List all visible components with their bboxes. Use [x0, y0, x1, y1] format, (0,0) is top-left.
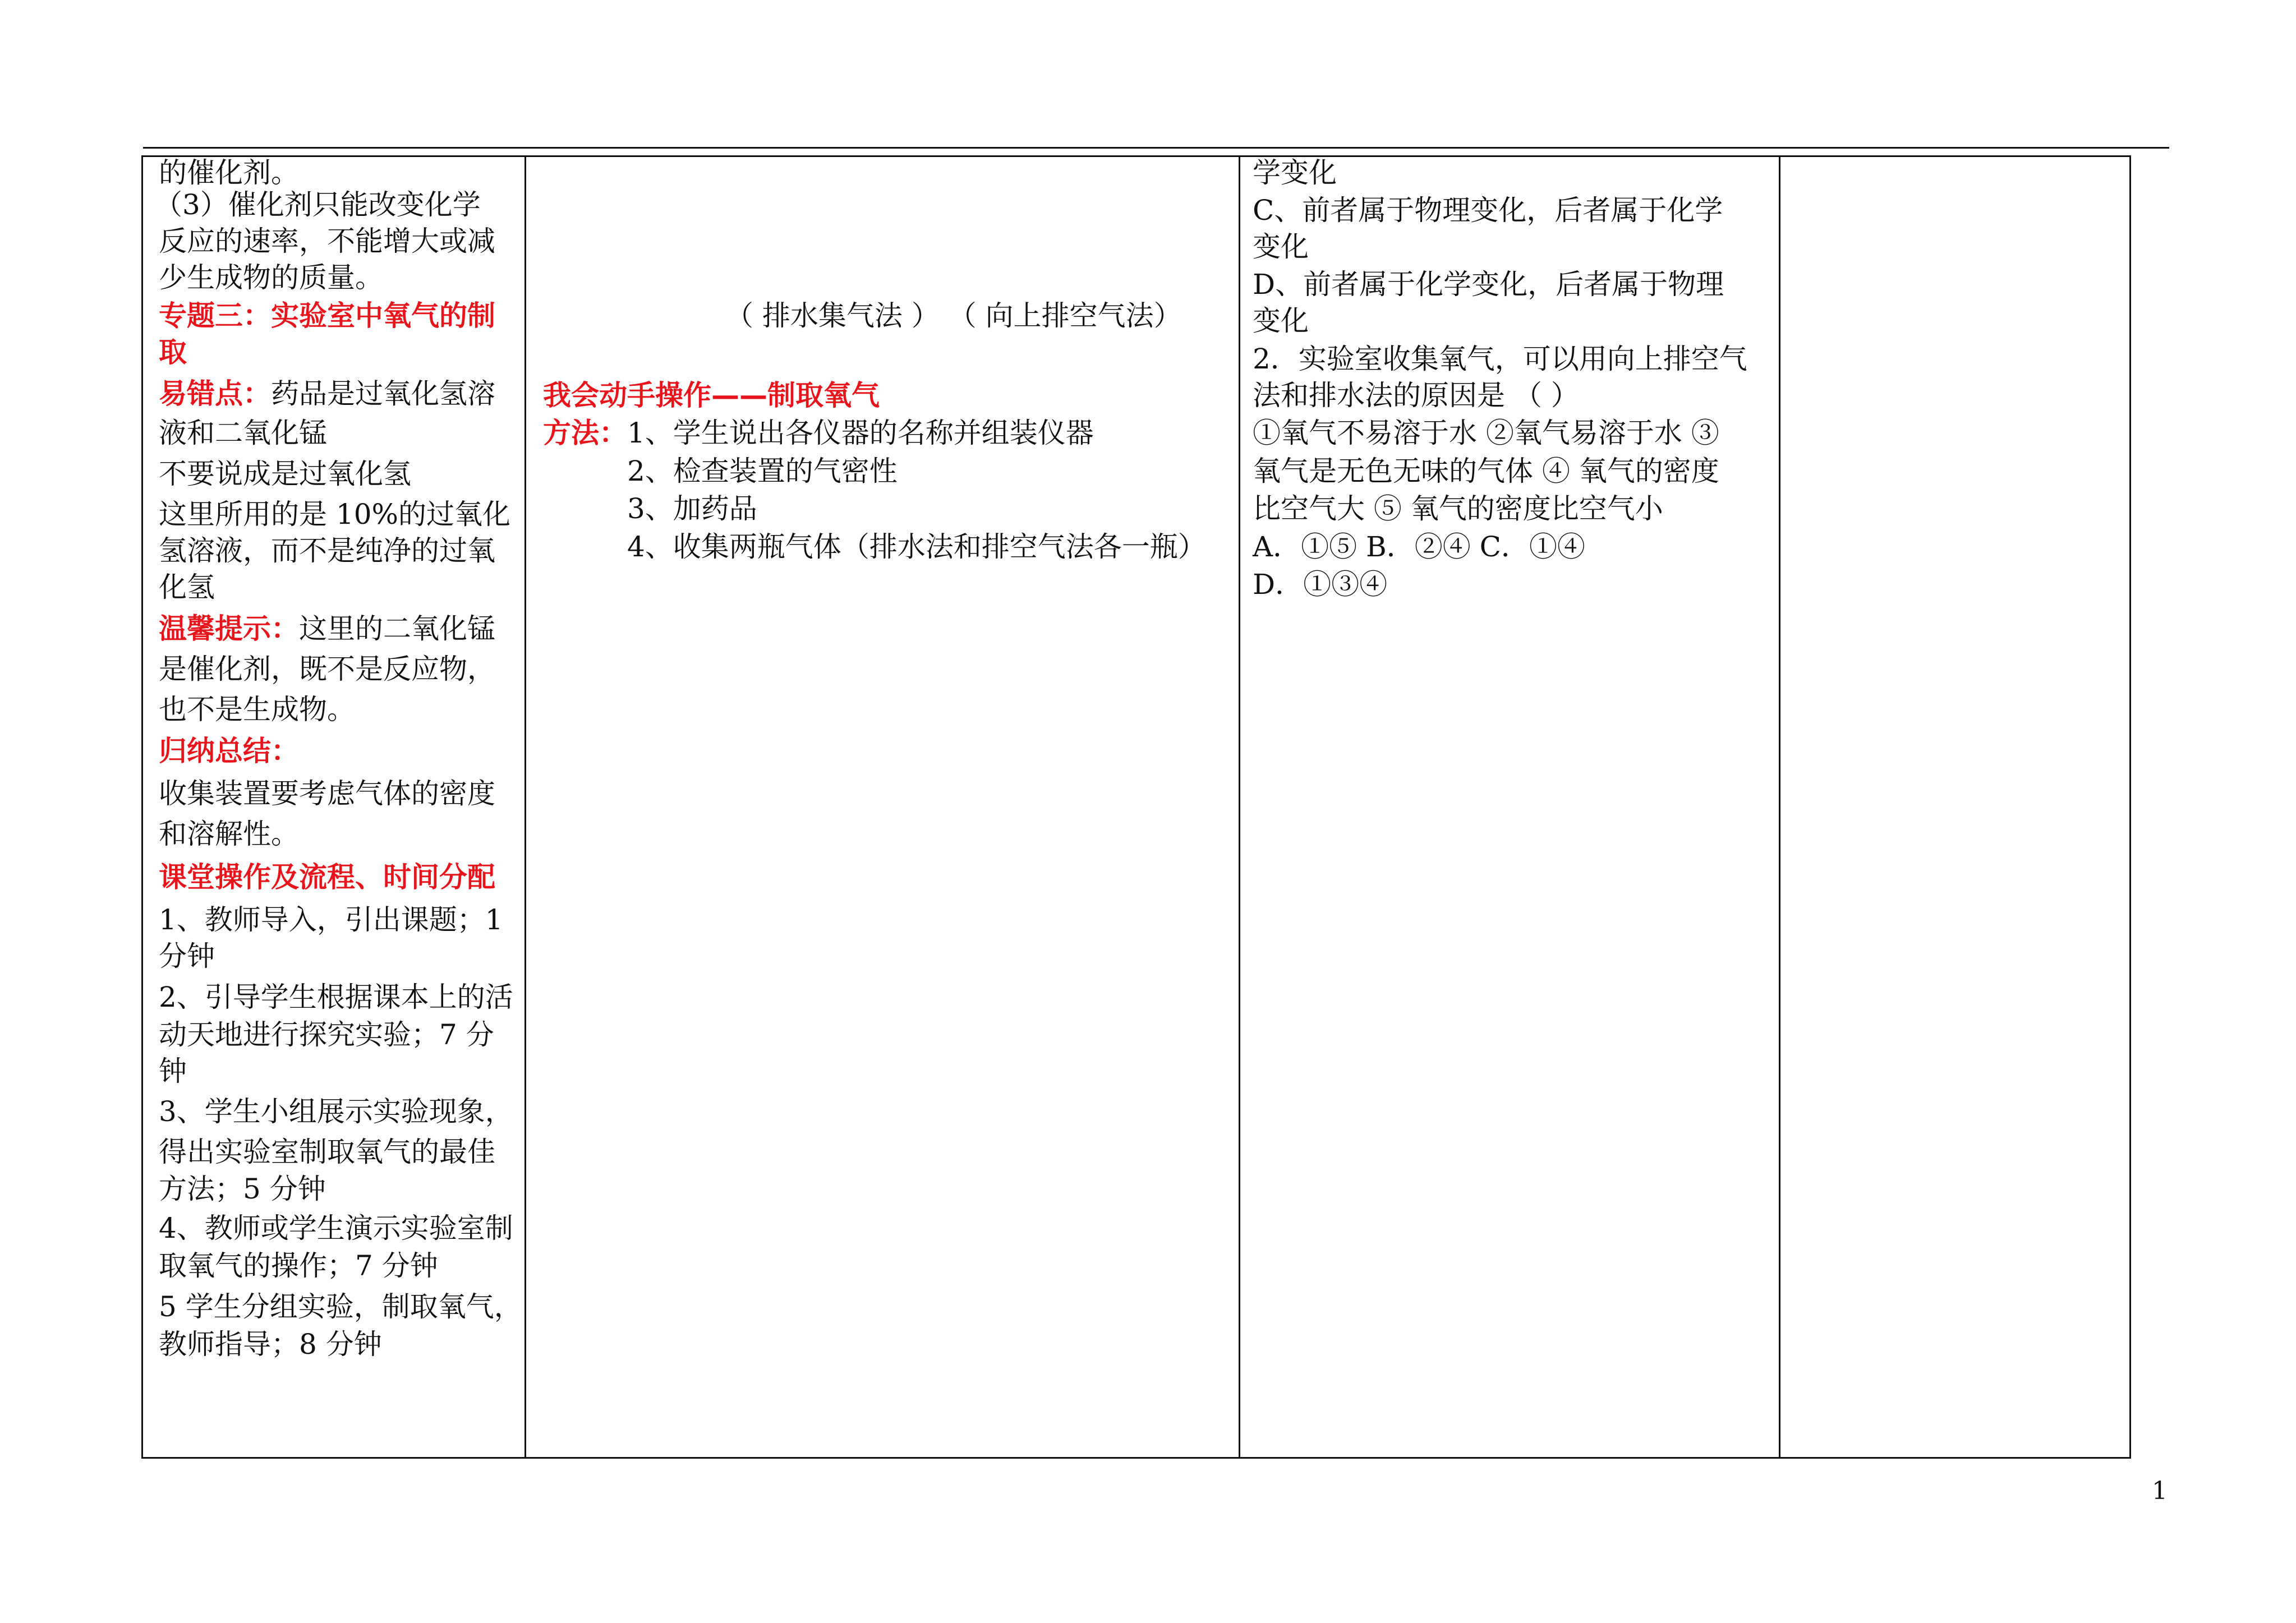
column-blank: [1780, 156, 2131, 1458]
step-item: 4、收集两瓶气体（排水法和排空气法各一瓶）: [627, 531, 1206, 563]
notes-line: 少生成物的质量。: [159, 261, 383, 294]
flow-line: 钟: [159, 1055, 187, 1087]
tip-line: 是催化剂，既不是反应物，: [159, 653, 495, 685]
tip-line: 也不是生成物。: [159, 693, 355, 726]
flow-line: 动天地进行探究实验；7 分: [159, 1018, 494, 1051]
tip-label: 温馨提示：: [159, 612, 299, 645]
notes-line: 的催化剂。: [159, 156, 299, 189]
summary-heading: 归纳总结：: [159, 735, 299, 767]
column-notes: [142, 156, 526, 1458]
mistake-text: 药品是过氧化氢溶: [271, 377, 495, 410]
exercise-line: 变化: [1253, 230, 1309, 263]
tip-text: 这里的二氧化锰: [299, 612, 495, 645]
exercise-line: 比空气大 ⑤ 氧气的密度比空气小: [1253, 492, 1663, 525]
flow-line: 4、教师或学生演示实验室制: [159, 1212, 513, 1244]
exercise-line: 氧气是无色无味的气体 ④ 氧气的密度: [1253, 455, 1719, 487]
summary-line: 和溶解性。: [159, 818, 299, 850]
mistake-line: 不要说成是过氧化氢: [159, 458, 411, 490]
exercise-line: 2．实验室收集氧气，可以用向上排空气: [1253, 343, 1747, 375]
exercise-line: 法和排水法的原因是 （ ）: [1253, 379, 1579, 412]
flow-line: 3、学生小组展示实验现象，: [159, 1095, 513, 1128]
flow-line: 1、教师导入，引出课题；1: [159, 903, 503, 936]
exercise-line: C、前者属于物理变化，后者属于化学: [1253, 194, 1723, 227]
notes-line: 反应的速率，不能增大或减: [159, 225, 495, 257]
mistake-label: 易错点：: [159, 377, 271, 410]
column-activity: [526, 156, 1240, 1458]
notes-line: （3）催化剂只能改变化学: [154, 188, 481, 221]
exercise-line: D．①③④: [1253, 568, 1388, 601]
mistake-line: 液和二氧化锰: [159, 417, 327, 449]
mistake-point: [159, 377, 495, 411]
flow-heading: 课堂操作及流程、时间分配: [159, 861, 495, 893]
flow-line: 分钟: [159, 940, 215, 972]
column-exercises: [1240, 156, 1780, 1458]
flow-line: 取氧气的操作；7 分钟: [159, 1249, 438, 1282]
mistake-line: 氢溶液，而不是纯净的过氧: [159, 534, 495, 567]
flow-line: 方法；5 分钟: [159, 1173, 326, 1205]
table-row: [142, 156, 2131, 1458]
hands-on-heading: 我会动手操作——制取氧气: [543, 379, 880, 412]
header-rule: [143, 147, 2169, 149]
flow-line: 2、引导学生根据课本上的活: [159, 981, 513, 1013]
exercise-line: ①氧气不易溶于水 ②氧气易溶于水 ③: [1253, 417, 1719, 449]
step-item: 2、检查装置的气密性: [627, 455, 898, 487]
mistake-line: 化氢: [159, 571, 215, 603]
lesson-table: [141, 155, 2131, 1459]
step-item: 1、学生说出各仪器的名称并组装仪器: [627, 417, 1094, 449]
page-number: 1: [2152, 1477, 2168, 1505]
flow-line: 得出实验室制取氧气的最佳: [159, 1136, 495, 1168]
flow-line: 教师指导；8 分钟: [159, 1328, 382, 1361]
exercise-line: 学变化: [1253, 156, 1337, 189]
topic3-heading-cont: 取: [159, 336, 187, 368]
topic3-heading: 专题三：实验室中氧气的制: [159, 299, 495, 332]
mistake-line: 这里所用的是 10%的过氧化: [159, 498, 511, 531]
method-label: 方法：: [543, 417, 627, 449]
step-item: 3、加药品: [627, 492, 757, 525]
exercise-line: 变化: [1253, 305, 1309, 337]
exercise-line: D、前者属于化学变化，后者属于物理: [1253, 268, 1724, 301]
method-caption: （ 排水集气法 ） （ 向上排空气法）: [725, 299, 1182, 332]
tip: [159, 612, 495, 645]
summary-line: 收集装置要考虑气体的密度: [159, 777, 495, 810]
exercise-line: A．①⑤ B．②④ C．①④: [1253, 531, 1585, 563]
flow-line: 5 学生分组实验，制取氧气，: [159, 1290, 522, 1323]
